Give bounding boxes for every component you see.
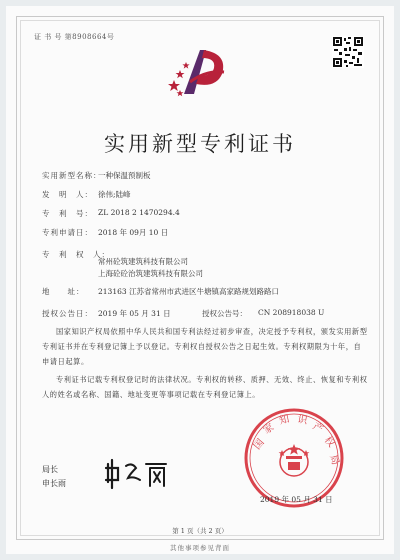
svg-text:权: 权 [321, 434, 337, 450]
certificate-number: 证 书 号 第8908664号 [34, 33, 115, 41]
qr-code-icon [332, 36, 364, 68]
patent-office-emblem-icon [166, 36, 236, 106]
patentee-value-1: 常州砼筑建筑科技有限公司 [98, 257, 188, 266]
svg-text:产: 产 [310, 421, 325, 436]
grant-date-value: 2019 年 05 月 31 日 [98, 309, 171, 318]
patentee-label: 专 利 权 人： [42, 250, 110, 259]
svg-text:局: 局 [327, 453, 341, 467]
svg-text:家: 家 [261, 421, 277, 437]
grant-statement-paragraph: 国家知识产权局依照中华人民共和国专利法经过初步审查，决定授予专利权，颁发实用新型专利证书并在专利登记簿上予以登记。专利权自授权公告之日起生效。专利权期限为十年，自申请日起算。 [42, 327, 368, 366]
director-title: 局长 [42, 465, 58, 474]
page-indicator: 第 1 页（共 2 页） [172, 527, 228, 535]
utility-name-value: 一种保温预制板 [98, 171, 151, 180]
inventor-value: 徐伟;陆峰 [98, 190, 131, 199]
svg-text:知: 知 [278, 414, 291, 427]
certificate-sheet [6, 6, 394, 554]
seal-date: 2019 年 05 月 31 日 [260, 495, 333, 504]
legal-status-paragraph: 专利证书记载专利权登记时的法律状况。专利权的转移、质押、无效、终止、恢复和专利权人的姓名或名称、国籍、地址变更等事项记载在专利登记簿上。 [42, 375, 368, 399]
grant-number-value: CN 208918038 U [258, 308, 325, 317]
svg-text:识: 识 [296, 414, 309, 427]
filing-date-value: 2018 年 09月 10 日 [98, 228, 169, 237]
patent-number-label: 专 利 号： [42, 209, 93, 218]
address-value: 213163 江苏省常州市武进区牛塘镇高家路规划路路口 [98, 287, 280, 296]
inventor-label: 发 明 人： [42, 190, 93, 199]
certificate-title: 实用新型专利证书 [104, 132, 296, 156]
filing-date-label: 专利申请日： [42, 228, 93, 237]
footer-note: 其他事项参见背面 [170, 544, 230, 552]
svg-text:国: 国 [251, 437, 267, 452]
grant-number-label: 授权公告号： [202, 309, 247, 318]
director-signature-icon [102, 456, 172, 490]
grant-date-label: 授权公告日： [42, 309, 93, 318]
patentee-value-2: 上海砼砼治筑建筑科技有限公司 [98, 269, 203, 278]
director-name: 申长雨 [42, 479, 66, 488]
utility-name-label: 实用新型名称： [42, 171, 102, 180]
address-label: 地 址： [42, 287, 85, 296]
patent-number-value: ZL 2018 2 1470294.4 [98, 208, 180, 217]
